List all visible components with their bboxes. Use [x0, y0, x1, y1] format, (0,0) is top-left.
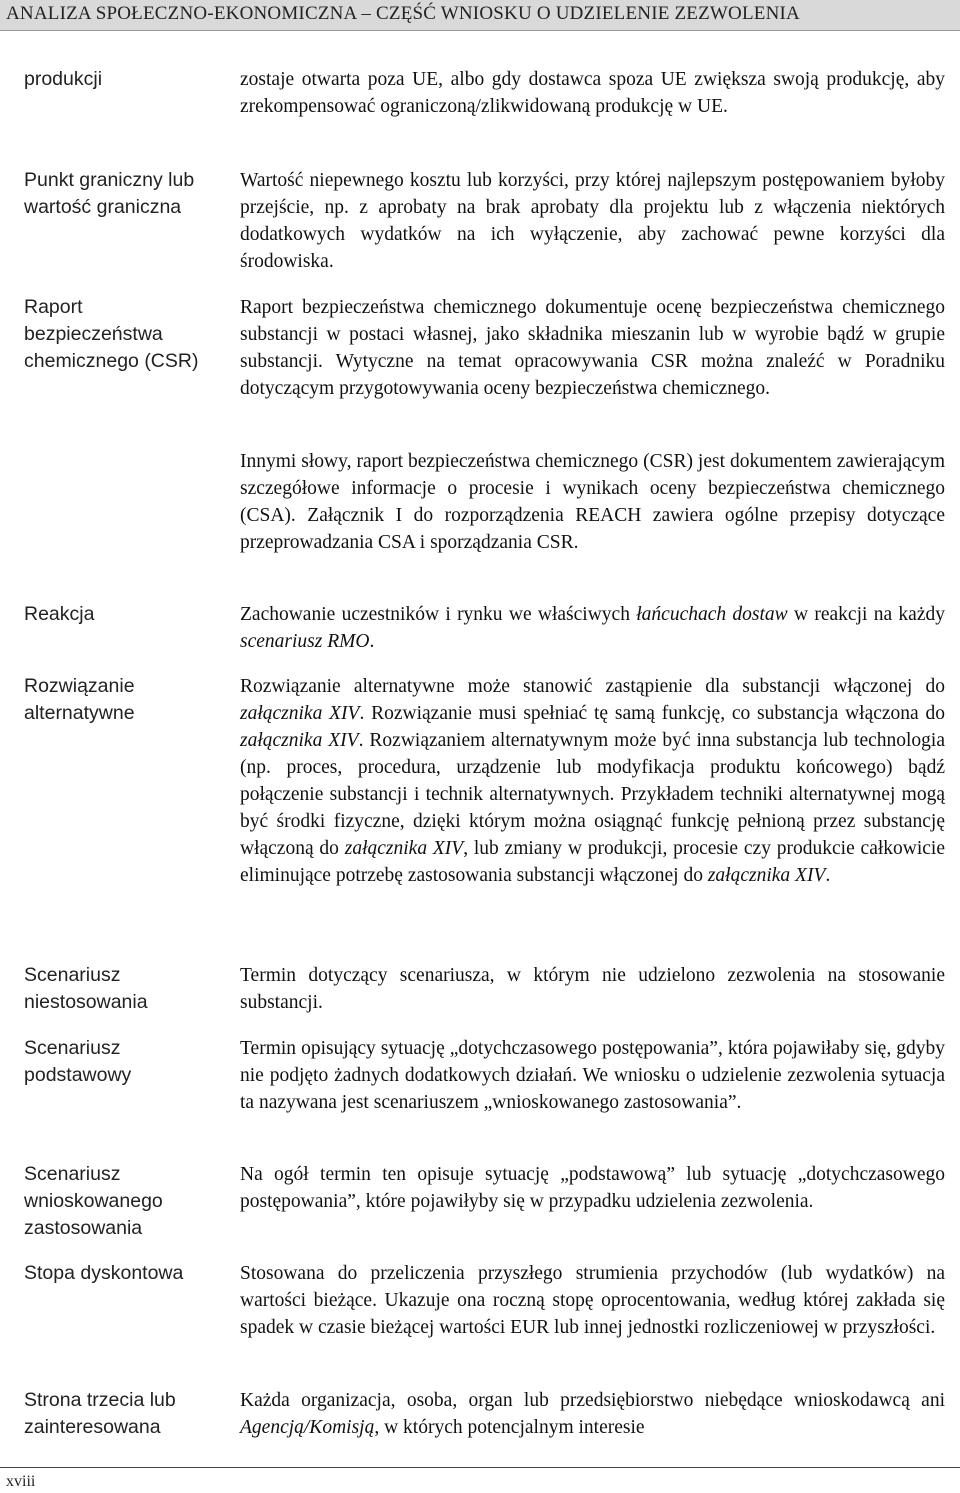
- glossary-term: Reakcja: [24, 603, 95, 625]
- header-title: ANALIZA SPOŁECZNO-EKONOMICZNA – CZĘŚĆ WNIOSKU O UDZIELENIE ZEZWOLENIA: [6, 3, 800, 24]
- header-rule: [0, 30, 960, 31]
- glossary-term: Strona trzecia lub zainteresowana: [24, 1389, 176, 1438]
- glossary-term: Punkt graniczny lub wartość graniczna: [24, 169, 195, 218]
- page-header: [0, 0, 960, 30]
- glossary-definition: Na ogół termin ten opisuje sytuację „podstawową” lub sytuację „dotychczasowego postępowania”, które pojawiłyby się w przypadku udzielenia zezwolenia.: [240, 1164, 945, 1212]
- glossary-term: Scenariusz podstawowy: [24, 1037, 132, 1086]
- glossary-definition: Rozwiązanie alternatywne może stanowić zastąpienie dla substancji włączonej do załącznika XIV. Rozwiązanie musi spełniać tę samą funkcję, co substancja włączona do załącznika XIV. Rozwiązaniem alternatywnym może być inna substancja lub technologia (np. proces, procedura, urządzenie lub modyfikacja produktu końcowego) bądź połączenie substancji i technik alternatywnych. Przykładem techniki alternatywnej mogą być środki fizyczne, dzięki którym można osiągnąć funkcję pełnioną przez substancję włączoną do załącznika XIV, lub zmiany w produkcji, procesie czy produkcie całkowicie eliminujące potrzebę zastosowania substancji włączonej do załącznika XIV.: [240, 676, 946, 886]
- glossary-definition: Termin opisujący sytuację „dotychczasowego postępowania”, która pojawiłaby się, gdyby nie podjęto żadnych dodatkowych działań. We wniosku o udzielenie zezwolenia sytuacja ta nazywana jest scenariuszem „wnioskowanego zastosowania”.: [240, 1038, 945, 1113]
- glossary-term: Stopa dyskontowa: [24, 1262, 184, 1284]
- footer-rule: [0, 1467, 960, 1468]
- glossary-definition: Wartość niepewnego kosztu lub korzyści, przy której najlepszym postępowaniem byłoby przejście, np. z aprobaty na brak aprobaty dla projektu lub z włączenia niektórych dodatkowych wydatków na ich wyłączenie, aby zachować pewne korzyści dla środowiska.: [240, 170, 945, 272]
- glossary-term: produkcji: [24, 68, 103, 90]
- glossary-definition: zostaje otwarta poza UE, albo gdy dostawca spoza UE zwiększa swoją produkcję, aby zrekompensować ograniczoną/zlikwidowaną produkcję w UE.: [240, 69, 945, 117]
- glossary-definition: Raport bezpieczeństwa chemicznego dokumentuje ocenę bezpieczeństwa chemicznego substancji w postaci własnej, jako składnika mieszanin lub w wyrobie bądź w grupie substancji. Wytyczne na temat opracowywania CSR można znaleźć w Poradniku dotyczącym przygotowywania oceny bezpieczeństwa chemicznego.: [240, 297, 945, 399]
- page-number: xviii: [6, 1473, 36, 1490]
- glossary-definition: Termin dotyczący scenariusza, w którym nie udzielono zezwolenia na stosowanie substancji.: [240, 965, 945, 1013]
- glossary-term: Scenariusz niestosowania: [24, 964, 148, 1013]
- glossary-term: Rozwiązanie alternatywne: [24, 675, 135, 724]
- glossary-definition: Każda organizacja, osoba, organ lub przedsiębiorstwo niebędące wnioskodawcą ani Agencją/Komisją, w których potencjalnym interesie: [240, 1390, 945, 1438]
- glossary-definition-continued: Innymi słowy, raport bezpieczeństwa chemicznego (CSR) jest dokumentem zawierającym szczegółowe informacje o procesie i wynikach oceny bezpieczeństwa chemicznego (CSA). Załącznik I do rozporządzenia REACH zawiera ogólne przepisy dotyczące przeprowadzania CSA i sporządzania CSR.: [240, 451, 945, 553]
- glossary-term: Scenariusz wnioskowanego zastosowania: [24, 1163, 163, 1239]
- glossary-definition: Stosowana do przeliczenia przyszłego strumienia przychodów (lub wydatków) na wartości bieżące. Ukazuje ona roczną stopę oprocentowania, według której zakłada się spadek w czasie bieżącej wartości EUR lub innej jednostki rozliczeniowej w przyszłości.: [240, 1263, 945, 1338]
- glossary-term: Raport bezpieczeństwa chemicznego (CSR): [24, 296, 199, 372]
- glossary-definition: Zachowanie uczestników i rynku we właściwych łańcuchach dostaw w reakcji na każdy scenariusz RMO.: [240, 604, 945, 652]
